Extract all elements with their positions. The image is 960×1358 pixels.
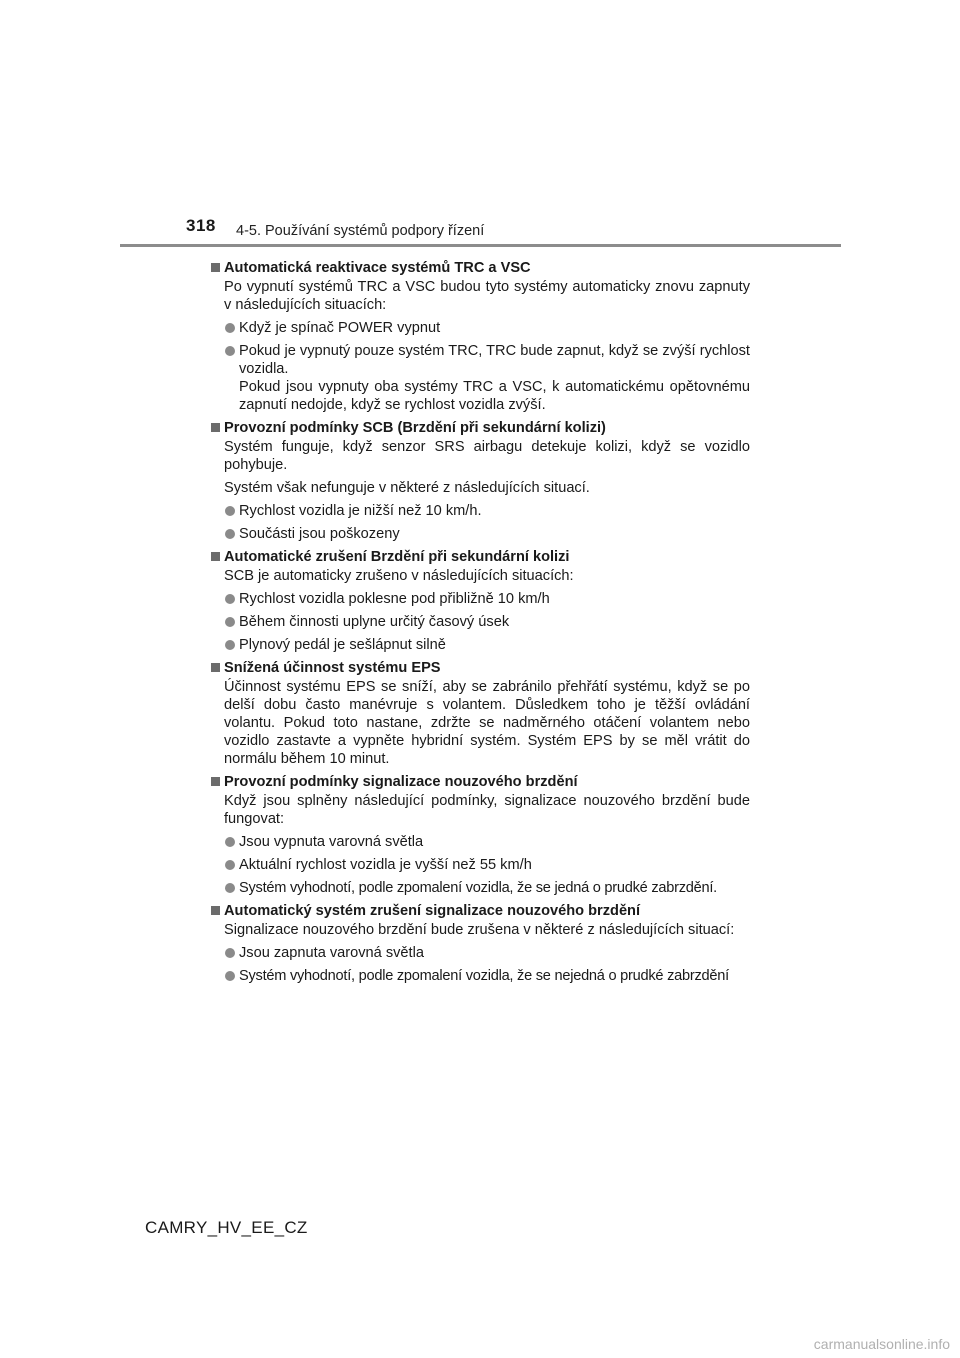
section-heading: Provozní podmínky signalizace nouzového brzdění: [210, 773, 750, 791]
circle-bullet-icon: [225, 529, 235, 539]
square-bullet-icon: [211, 552, 220, 561]
page-number: 318: [186, 216, 216, 235]
section-heading: Automatické zrušení Brzdění při sekundární kolizi: [210, 548, 750, 566]
paragraph: Když jsou splněny následující podmínky, signalizace nouzového brzdění bude fungovat:: [224, 793, 750, 827]
circle-bullet-icon: [225, 640, 235, 650]
circle-bullet-icon: [225, 837, 235, 847]
circle-bullet-icon: [225, 323, 235, 333]
square-bullet-icon: [211, 423, 220, 432]
header-divider: [120, 244, 841, 247]
circle-bullet-icon: [225, 346, 235, 356]
list-item-note: Pokud jsou vypnuty oba systémy TRC a VSC, k automatickému opětovnému zapnutí nedojde, když se rychlost vozidla zvýší.: [239, 379, 750, 413]
circle-bullet-icon: [225, 948, 235, 958]
list-item: Aktuální rychlost vozidla je vyšší než 55 km/h: [210, 856, 750, 874]
circle-bullet-icon: [225, 971, 235, 981]
section-heading: Automatická reaktivace systémů TRC a VSC: [210, 259, 750, 277]
paragraph: Signalizace nouzového brzdění bude zrušena v některé z následujících situací:: [224, 922, 735, 938]
section-heading: Automatický systém zrušení signalizace nouzového brzdění: [210, 902, 750, 920]
list-item: Když je spínač POWER vypnut: [210, 319, 750, 337]
page-content: [210, 255, 750, 990]
square-bullet-icon: [211, 663, 220, 672]
list-item: Plynový pedál je sešlápnut silně: [210, 636, 750, 654]
list-item: Součásti jsou poškozeny: [210, 525, 750, 543]
paragraph: Systém funguje, když senzor SRS airbagu detekuje kolizi, když se vozidlo pohybuje.: [224, 439, 750, 473]
list-item: Jsou zapnuta varovná světla: [210, 944, 750, 962]
chapter-title: 4-5. Používání systémů podpory řízení: [236, 223, 485, 239]
list-item: Během činnosti uplyne určitý časový úsek: [210, 613, 750, 631]
square-bullet-icon: [211, 263, 220, 272]
watermark: carmanualsonline.info: [813, 1336, 950, 1352]
paragraph: Po vypnutí systémů TRC a VSC budou tyto systémy automaticky znovu zapnuty v následujících situacích:: [224, 279, 750, 313]
document-code: CAMRY_HV_EE_CZ: [145, 1218, 308, 1237]
paragraph: Systém však nefunguje v některé z následujících situací.: [224, 480, 590, 496]
list-item: Systém vyhodnotí, podle zpomalení vozidla, že se jedná o prudké zabrzdění.: [210, 879, 750, 897]
circle-bullet-icon: [225, 594, 235, 604]
list-item: Jsou vypnuta varovná světla: [210, 833, 750, 851]
paragraph: Účinnost systému EPS se sníží, aby se zabránilo přehřátí systému, když se po delší dobu často manévruje s volantem. Důsledkem toho je těžší ovládání volantu. Pokud toto nastane, zdržte se nadměrného otáčení volantem nebo vozidlo zastavte a vypněte hybridní systém. Systém EPS by se měl vrátit do normálu během 10 minut.: [224, 679, 750, 767]
list-item: Rychlost vozidla je nižší než 10 km/h.: [210, 502, 750, 520]
square-bullet-icon: [211, 906, 220, 915]
section-heading: Provozní podmínky SCB (Brzdění při sekundární kolizi): [210, 419, 750, 437]
list-item: Systém vyhodnotí, podle zpomalení vozidla, že se nejedná o prudké zabrzdění: [210, 967, 750, 985]
circle-bullet-icon: [225, 860, 235, 870]
paragraph: SCB je automaticky zrušeno v následujících situacích:: [224, 568, 574, 584]
circle-bullet-icon: [225, 883, 235, 893]
list-item: Pokud je vypnutý pouze systém TRC, TRC bude zapnut, když se zvýší rychlost vozidla. Pokud jsou vypnuty oba systémy TRC a VSC, k automatickému opětovnému zapnutí nedojde, když se rychlost vozidla zvýší.: [210, 342, 750, 414]
square-bullet-icon: [211, 777, 220, 786]
section-heading: Snížená účinnost systému EPS: [210, 659, 750, 677]
circle-bullet-icon: [225, 617, 235, 627]
circle-bullet-icon: [225, 506, 235, 516]
list-item: Rychlost vozidla poklesne pod přibližně 10 km/h: [210, 590, 750, 608]
